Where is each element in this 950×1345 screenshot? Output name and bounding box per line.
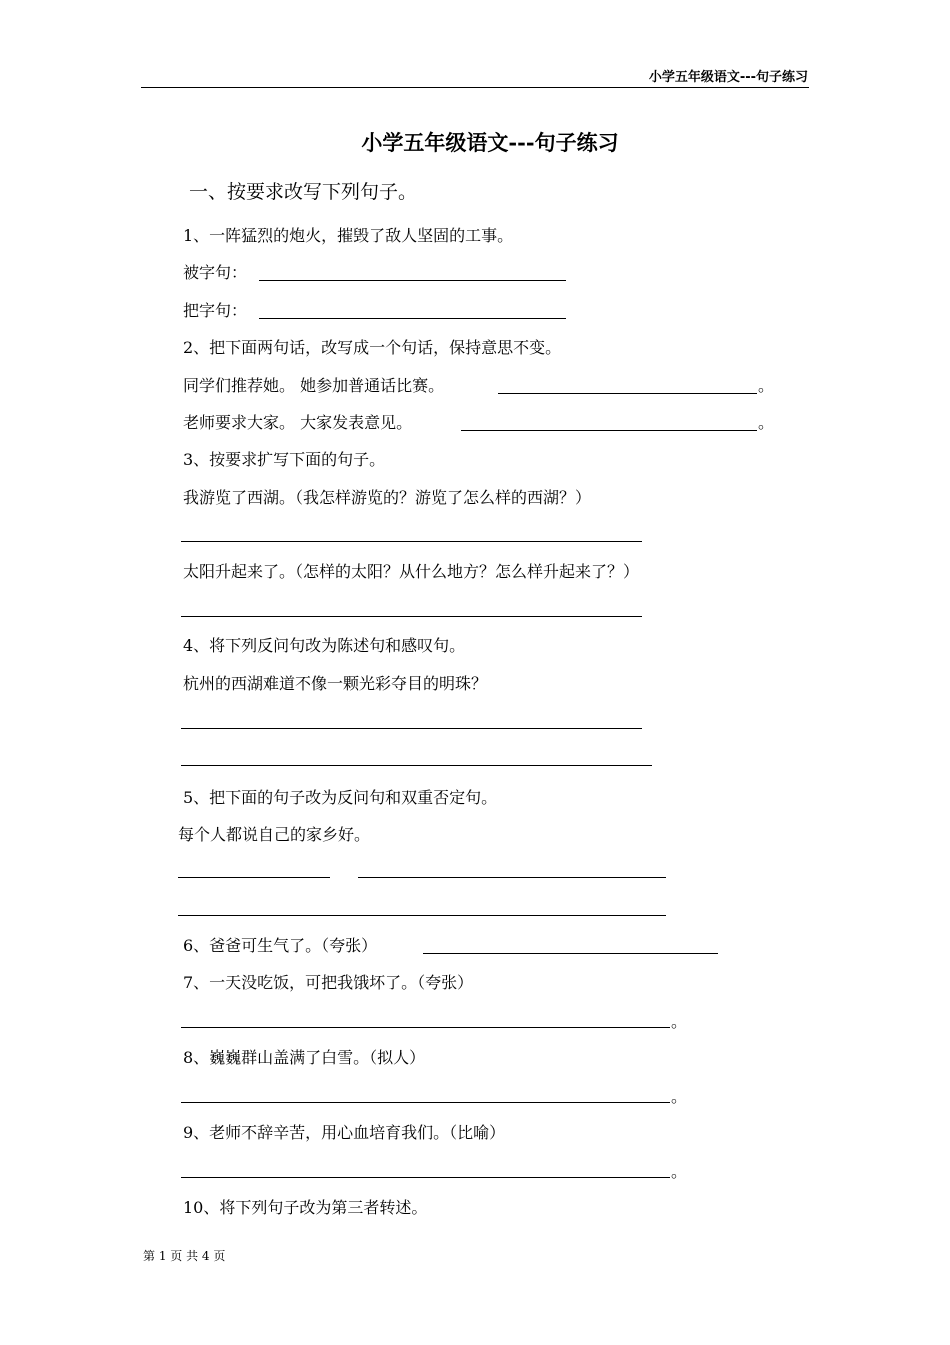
page-number: 第 1 页 共 4 页 xyxy=(143,1249,226,1263)
question-2-sentence-a: 同学们推荐她。 她参加普通话比赛。 xyxy=(183,376,445,395)
page-title: 小学五年级语文---句子练习 xyxy=(361,130,619,155)
question-4-sentence: 杭州的西湖难道不像一颗光彩夺目的明珠？ xyxy=(183,674,488,693)
question-1-prompt: 1、一阵猛烈的炮火，摧毁了敌人坚固的工事。 xyxy=(183,226,514,245)
question-6-prompt: 6、爸爸可生气了。（夸张） xyxy=(183,936,378,955)
question-5-answer-line-1a[interactable] xyxy=(178,877,330,878)
question-3-answer-line-b[interactable] xyxy=(181,616,642,617)
period-mark: 。 xyxy=(671,1087,688,1106)
question-1-bei-answer-line[interactable] xyxy=(259,280,566,281)
period-mark: 。 xyxy=(758,413,775,432)
running-header: 小学五年级语文---句子练习 xyxy=(648,70,808,85)
period-mark: 。 xyxy=(671,1012,688,1031)
question-2-answer-line-a[interactable] xyxy=(498,393,757,394)
question-9-answer-line[interactable] xyxy=(181,1177,670,1178)
question-7-prompt: 7、一天没吃饭，可把我饿坏了。（夸张） xyxy=(183,973,474,992)
question-10-prompt: 10、将下列句子改为第三者转述。 xyxy=(183,1198,428,1217)
question-5-answer-line-2[interactable] xyxy=(178,915,666,916)
question-2-sentence-b: 老师要求大家。 大家发表意见。 xyxy=(183,413,413,432)
question-8-answer-line[interactable] xyxy=(181,1102,670,1103)
question-6-answer-line[interactable] xyxy=(423,953,718,954)
question-1-ba-answer-line[interactable] xyxy=(259,318,566,319)
question-8-prompt: 8、巍巍群山盖满了白雪。（拟人） xyxy=(183,1048,426,1067)
question-4-answer-line-1[interactable] xyxy=(181,728,642,729)
question-5-answer-line-1b[interactable] xyxy=(358,877,666,878)
question-3-sentence-a: 我游览了西湖。（我怎样游览的？游览了怎么样的西湖？） xyxy=(183,488,592,507)
question-4-prompt: 4、将下列反问句改为陈述句和感叹句。 xyxy=(183,636,466,655)
question-3-answer-line-a[interactable] xyxy=(181,541,642,542)
question-7-answer-line[interactable] xyxy=(181,1027,670,1028)
period-mark: 。 xyxy=(671,1162,688,1181)
question-2-answer-line-b[interactable] xyxy=(461,430,757,431)
question-2-prompt: 2、把下面两句话，改写成一个句话，保持意思不变。 xyxy=(183,338,562,357)
question-5-prompt: 5、把下面的句子改为反问句和双重否定句。 xyxy=(183,788,498,807)
question-4-answer-line-2[interactable] xyxy=(181,765,652,766)
question-3-sentence-b: 太阳升起来了。（怎样的太阳？从什么地方？怎么样升起来了？） xyxy=(183,562,640,581)
question-9-prompt: 9、老师不辞辛苦，用心血培育我们。（比喻） xyxy=(183,1123,506,1142)
section-heading: 一、按要求改写下列句子。 xyxy=(189,181,418,203)
period-mark: 。 xyxy=(758,376,775,395)
question-5-sentence: 每个人都说自己的家乡好。 xyxy=(178,825,371,844)
header-rule xyxy=(141,87,809,88)
question-3-prompt: 3、按要求扩写下面的句子。 xyxy=(183,450,386,469)
question-1-bei-label: 被字句： xyxy=(183,263,248,282)
question-1-ba-label: 把字句： xyxy=(183,301,248,320)
